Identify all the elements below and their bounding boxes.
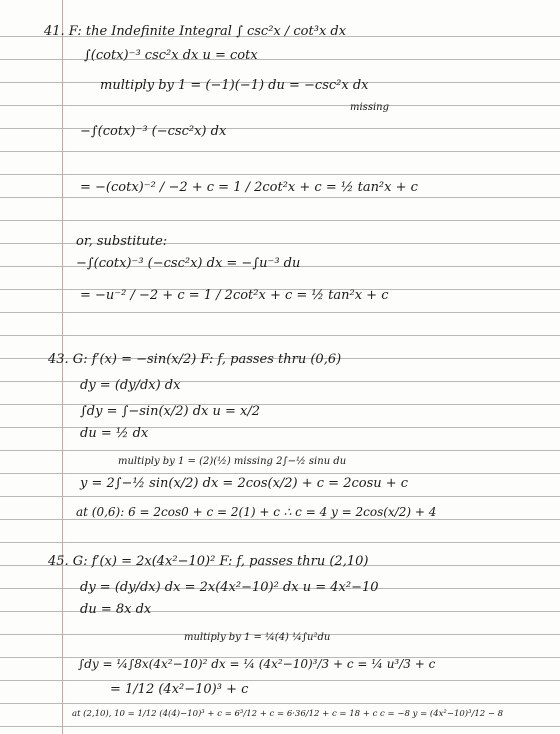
problem-45-line: = 1/12 (4x²−10)³ + c xyxy=(110,682,249,697)
problem-43-line: dy = (dy/dx) dx xyxy=(80,378,181,393)
problem-41-line: multiply by 1 = (−1)(−1) du = −csc²x dx xyxy=(100,78,369,93)
problem-45-line: dy = (dy/dx) dx = 2x(4x²−10)² dx u = 4x²−10 xyxy=(80,580,379,595)
problem-45-line: du = 8x dx xyxy=(80,602,152,617)
problem-43-line: at (0,6): 6 = 2cos0 + c = 2(1) + c ∴ c = 4 y = 2cos(x/2) + 4 xyxy=(76,505,437,519)
problem-45-line: ∫dy = ¼∫8x(4x²−10)² dx = ¼ (4x²−10)³/3 + c = ¼ u³/3 + c xyxy=(78,657,436,671)
problem-41-note: missing xyxy=(350,102,389,113)
problem-43-line: du = ½ dx xyxy=(80,426,149,441)
problem-41-line: = −(cotx)⁻² / −2 + c = 1 / 2cot²x + c = ½ tan²x + c xyxy=(80,180,418,195)
problem-41-heading: 41. F: the Indefinite Integral ∫ csc²x / cot³x dx xyxy=(44,24,347,39)
problem-43-heading: 43. G: f′(x) = −sin(x/2) F: f, passes thru (0,6) xyxy=(48,352,342,367)
problem-45-heading: 45. G: f′(x) = 2x(4x²−10)² F: f, passes thru (2,10) xyxy=(48,554,369,569)
problem-43-line: ∫dy = ∫−sin(x/2) dx u = x/2 xyxy=(80,404,261,419)
problem-41-line: −∫(cotx)⁻³ (−csc²x) dx xyxy=(80,124,227,139)
problem-45-note: multiply by 1 = ¼(4) ¼∫u²du xyxy=(184,632,331,643)
problem-41-line: −∫(cotx)⁻³ (−csc²x) dx = −∫u⁻³ du xyxy=(76,256,301,271)
problem-41-line: or, substitute: xyxy=(76,234,168,249)
problem-43-line: y = 2∫−½ sin(x/2) dx = 2cos(x/2) + c = 2cosu + c xyxy=(80,476,409,491)
problem-41-line: = −u⁻² / −2 + c = 1 / 2cot²x + c = ½ tan²x + c xyxy=(80,288,389,303)
problem-43-note: multiply by 1 = (2)(½) missing 2∫−½ sinu du xyxy=(118,456,347,467)
problem-45-line: at (2,10), 10 = 1/12 (4(4)−10)³ + c = 6³/12 + c = 6·36/12 + c = 18 + c c = −8 y = (4x²−10)³/12 − 8 xyxy=(72,709,504,719)
problem-41-line: ∫(cotx)⁻³ csc²x dx u = cotx xyxy=(84,48,258,63)
